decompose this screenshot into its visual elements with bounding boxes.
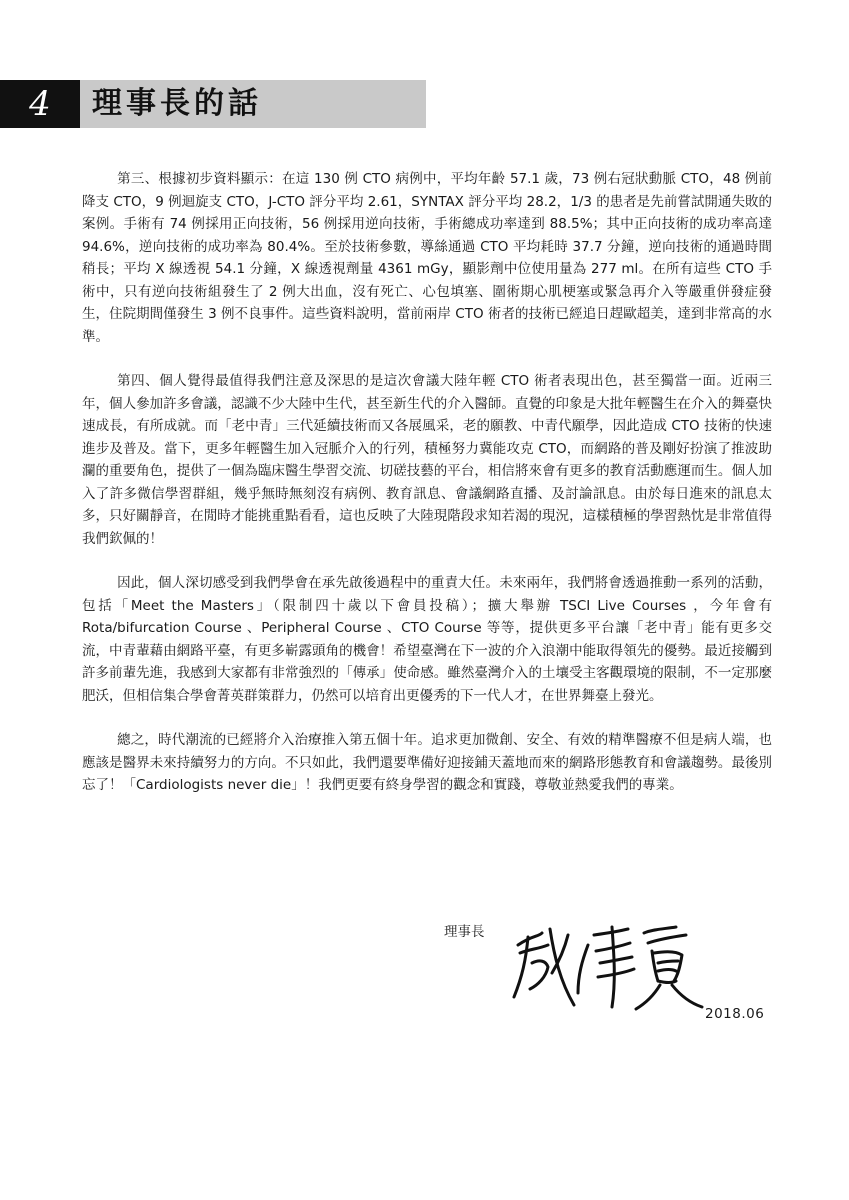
- letter-body: [82, 168, 772, 797]
- section-header: [0, 80, 426, 128]
- section-title: 理事長的話: [92, 86, 262, 121]
- signer-role: 理事長: [444, 924, 485, 940]
- handwritten-signature: [508, 915, 708, 1015]
- paragraph-1: 第三、根據初步資料顯示：在這 130 例 CTO 病例中，平均年齡 57.1 歲，73 例右冠狀動脈 CTO，48 例前降支 CTO，9 例迴旋支 CTO，J-CTO 評分平均 2.61，SYNTAX 評分平均 28.2，1/3 的患者是先前嘗試開通失敗的案例。手術有 74 例採用正向技術，56 例採用逆向技術，手術總成功率達到 88.5%；其中正向技術的成功率高達 94.6%，逆向技術的成功率為 80.4%。至於技術參數，導絲通過 CTO 平均耗時 37.7 分鐘，逆向技術的通過時間稍長；平均 X 線透視 54.1 分鐘，X 線透視劑量 4361 mGy，顯影劑中位使用量為 277 ml。在所有這些 CTO 手術中，只有逆向技術組發生了 2 例大出血，沒有死亡、心包填塞、圍術期心肌梗塞或緊急再介入等嚴重併發症發生，住院期間僅發生 3 例不良事件。這些資料說明，當前兩岸 CTO 術者的技術已經追日趕歐超美，達到非常高的水準。: [82, 171, 772, 345]
- paragraph-3: 因此，個人深切感受到我們學會在承先啟後過程中的重責大任。未來兩年，我們將會透過推動一系列的活動，包括「Meet the Masters」（限制四十歲以下會員投稿）；擴大舉辦 TSCI Live Courses ，今年會有 Rota/bifurcation Course 、Peripheral Course 、CTO Course 等等，提供更多平台讓「老中青」能有更多交流，中青輩藉由網路平臺，有更多嶄露頭角的機會！希望臺灣在下一波的介入浪潮中能取得領先的優勢。最近接觸到許多前輩先進，我感到大家都有非常強烈的「傳承」使命感。雖然臺灣介入的土壤受主客觀環境的限制，不一定那麼肥沃，但相信集合學會菁英群策群力，仍然可以培育出更優秀的下一代人才，在世界舞臺上發光。: [82, 575, 772, 704]
- paragraph-4: 總之，時代潮流的已經將介入治療推入第五個十年。追求更加微創、安全、有效的精準醫療不但是病人端，也應該是醫界未來持續努力的方向。不只如此，我們還要準備好迎接鋪天蓋地而來的網路形態教育和會議趨勢。最後別忘了！「Cardiologists never die」！我們更要有終身學習的觀念和實踐，尊敬並熱愛我們的專業。: [82, 732, 772, 793]
- page-number: 4: [0, 80, 80, 128]
- paragraph-2: 第四、個人覺得最值得我們注意及深思的是這次會議大陸年輕 CTO 術者表現出色，甚至獨當一面。近兩三年，個人參加許多會議，認識不少大陸中生代，甚至新生代的介入醫師。直覺的印象是大批年輕醫生在介入的舞臺快速成長，有所成就。而「老中青」三代延續技術而又各展風采，老的願教、中青代願學，因此造成 CTO 技術的快速進步及普及。當下，更多年輕醫生加入冠脈介入的行列，積極努力冀能攻克 CTO，而網路的普及剛好扮演了推波助瀾的重要角色，提供了一個為臨床醫生學習交流、切磋技藝的平台，相信將來會有更多的教育活動應運而生。個人加入了許多微信學習群組，幾乎無時無刻沒有病例、教育訊息、會議網路直播、及討論訊息。由於每日進來的訊息太多，只好關靜音，在閒時才能挑重點看看，這也反映了大陸現階段求知若渴的現況，這樣積極的學習熱忱是非常值得我們欽佩的！: [82, 373, 772, 547]
- letter-date: 2018.06: [705, 1006, 765, 1022]
